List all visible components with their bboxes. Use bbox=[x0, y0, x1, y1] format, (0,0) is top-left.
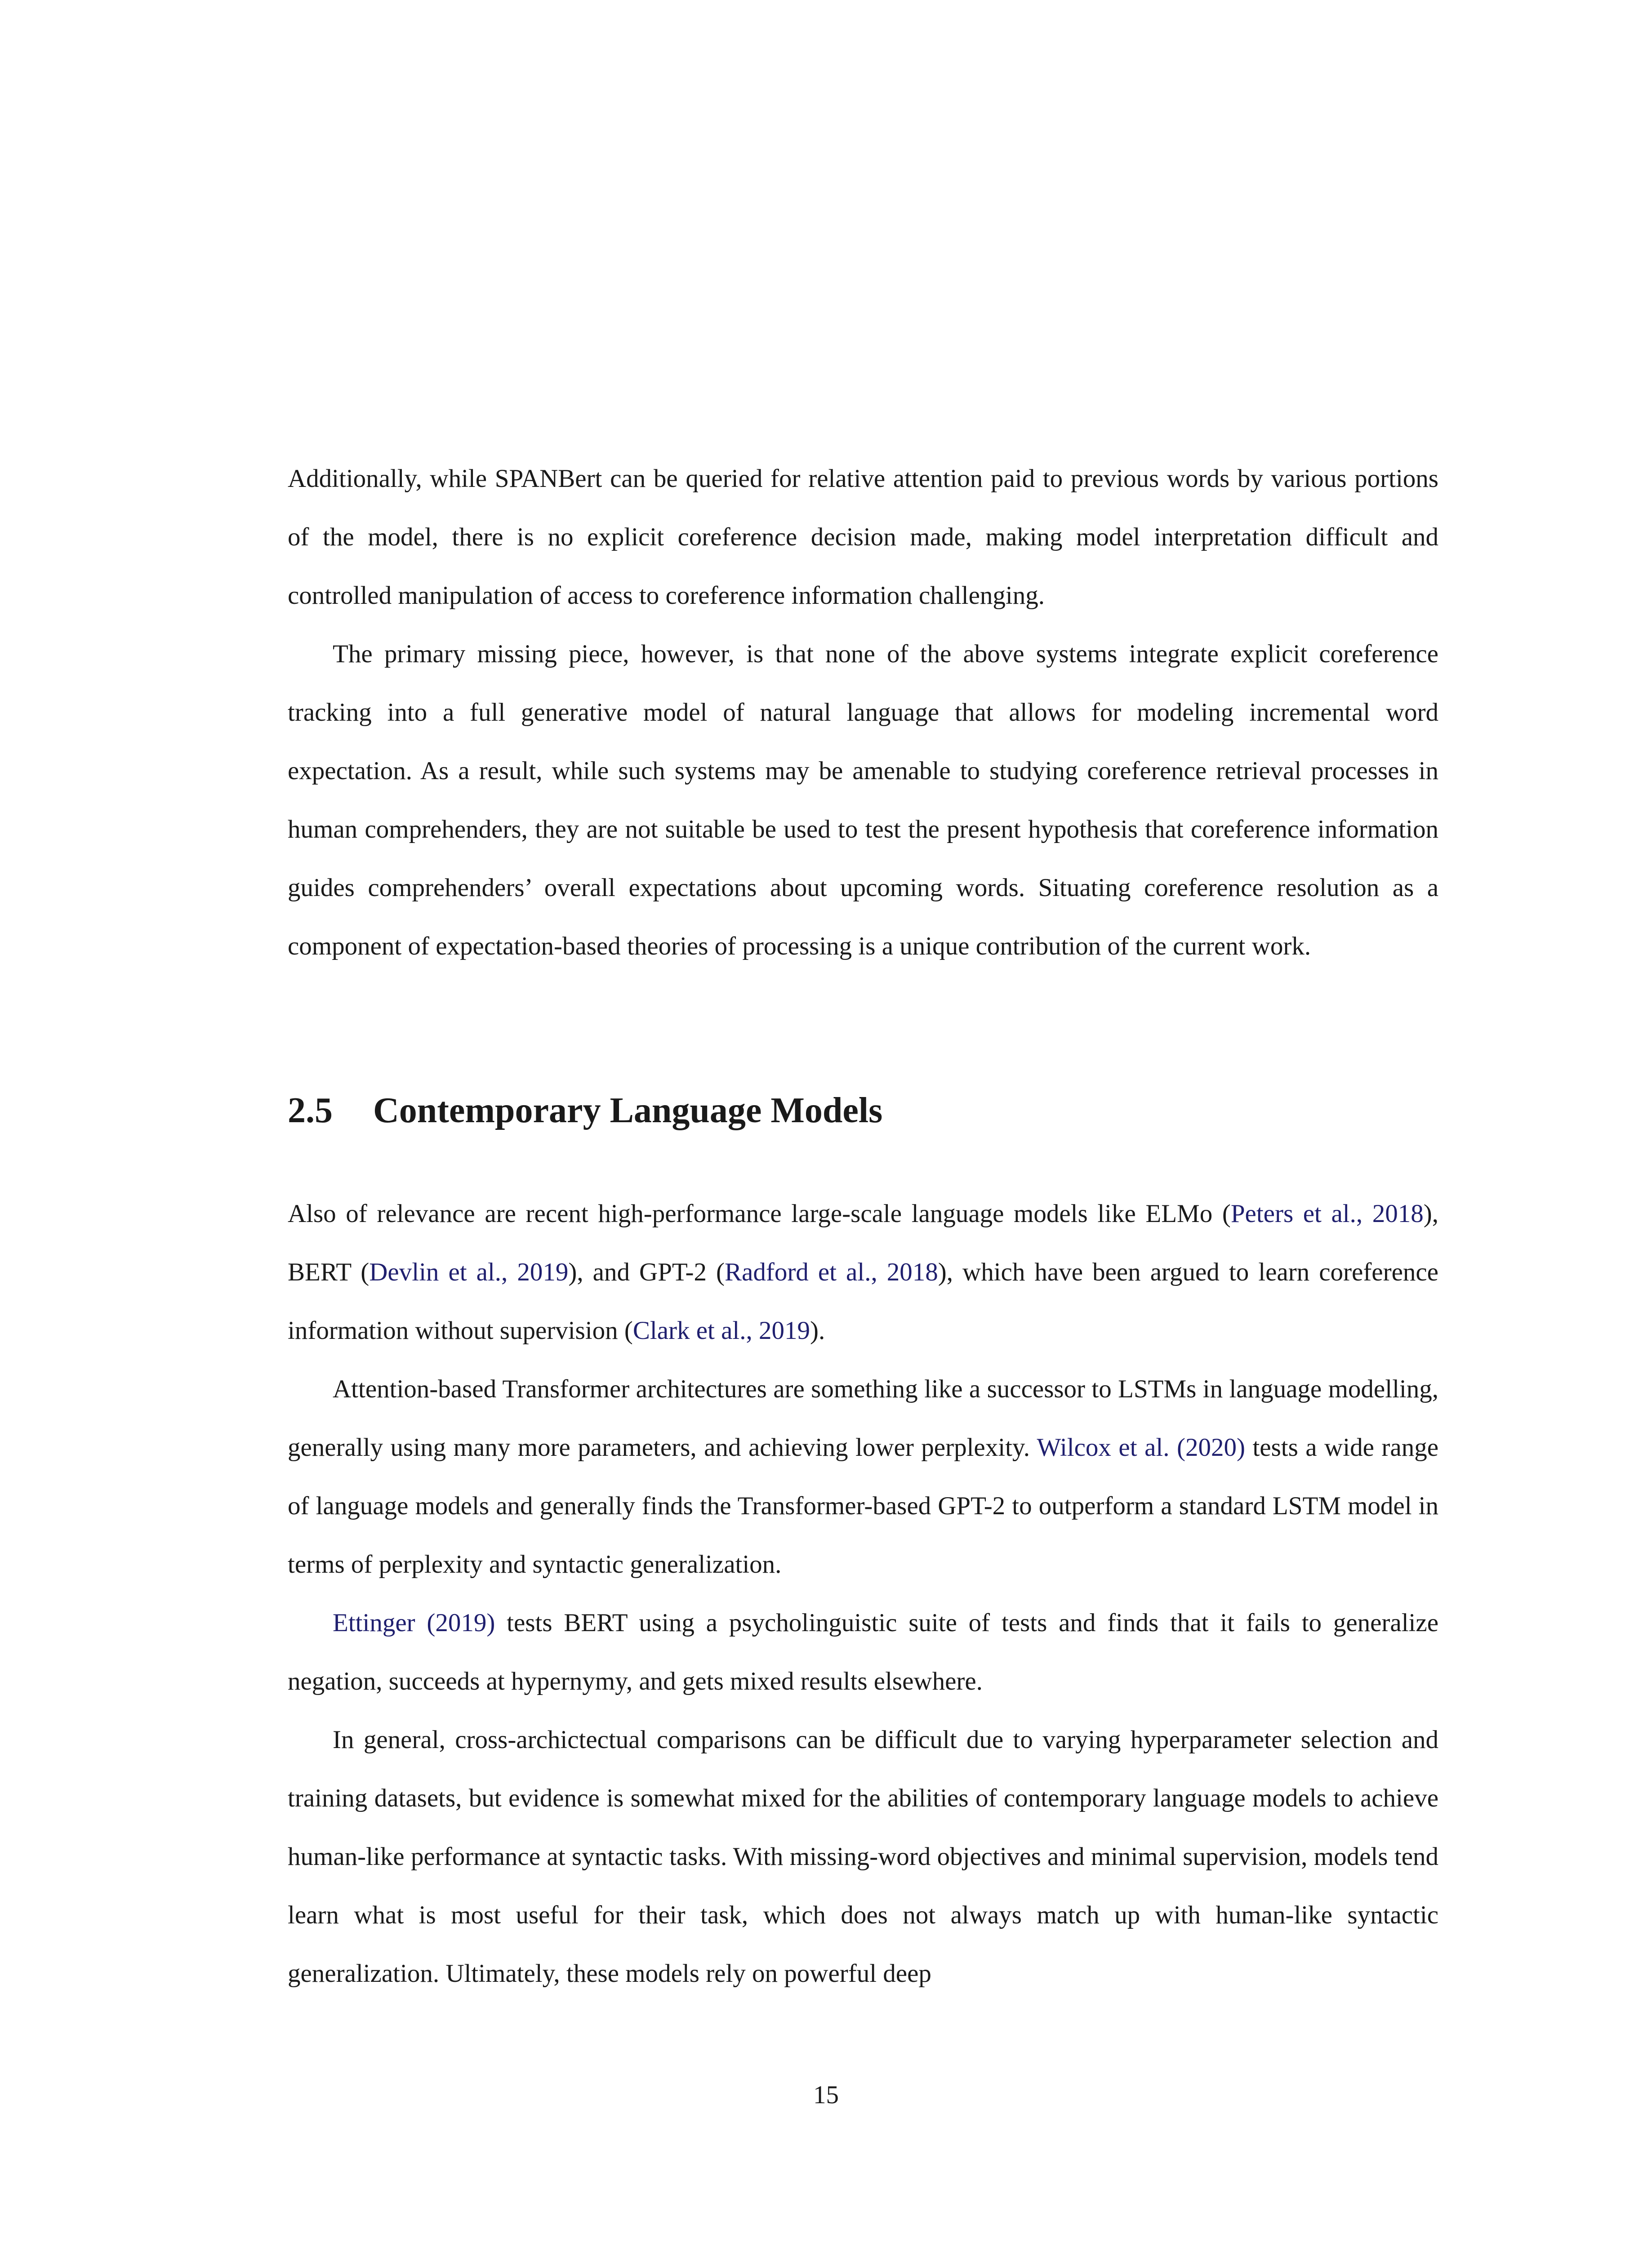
text-span: tests a wide range of language models and generally finds the Transformer-based GPT-2 to outperform a standard LSTM model in terms of perplexity and syntactic generalization. bbox=[288, 1433, 1438, 1579]
paragraph-missing-piece: The primary missing piece, however, is that none of the above systems integrate explicit coreference tracking into a full generative model of natural language that allows for modeling incremental word expectation. As a result, while such systems may be amenable to studying coreference retrieval processes in human comprehenders, they are not suitable be used to test the present hypothesis that coreference information guides comprehenders’ overall expectations about upcoming words. Situating coreference resolution as a component of expectation-based theories of processing is a unique contribution of the current work. bbox=[288, 640, 1438, 960]
citation-link-wilcox[interactable]: Wilcox et al. (2020) bbox=[1037, 1433, 1245, 1462]
citation-link-peters[interactable]: Peters et al., 2018 bbox=[1230, 1200, 1424, 1228]
intro-text-block bbox=[288, 450, 1438, 976]
section-text-block bbox=[288, 1185, 1438, 2003]
citation-link-ettinger[interactable]: Ettinger (2019) bbox=[333, 1609, 495, 1637]
section-number: 2.5 bbox=[288, 1091, 333, 1130]
citation-link-devlin[interactable]: Devlin et al., 2019 bbox=[369, 1258, 569, 1286]
citation-link-clark[interactable]: Clark et al., 2019 bbox=[632, 1316, 810, 1345]
text-span: ), BERT ( bbox=[288, 1200, 1438, 1286]
paragraph-language-models bbox=[288, 1185, 1438, 1360]
paragraph-ettinger bbox=[288, 1594, 1438, 1711]
text-span: ), and GPT-2 ( bbox=[568, 1258, 725, 1286]
page-number: 15 bbox=[813, 2081, 839, 2109]
text-span: ). bbox=[810, 1316, 825, 1345]
text-span: Also of relevance are recent high-performance large-scale language models like ELMo ( bbox=[288, 1200, 1231, 1228]
text-span: Attention-based Transformer architectures are something like a successor to LSTMs in language modelling, generally using many more parameters, and achieving lower perplexity. bbox=[288, 1375, 1438, 1462]
citation-link-radford[interactable]: Radford et al., 2018 bbox=[725, 1258, 938, 1286]
section-title: Contemporary Language Models bbox=[373, 1091, 883, 1130]
paragraph-comparisons: In general, cross-archictectual comparisons can be difficult due to varying hyperparameter selection and training datasets, but evidence is somewhat mixed for the abilities of contemporary language models to achieve human-like performance at syntactic tasks. With missing-word objectives and minimal supervision, models tend learn what is most useful for their task, which does not always match up with human-like syntactic generalization. Ultimately, these models rely on powerful deep bbox=[288, 1726, 1438, 1988]
section-heading bbox=[288, 1088, 1438, 1133]
text-span: tests BERT using a psycholinguistic suite of tests and finds that it fails to generalize negation, succeeds at hypernymy, and gets mixed results elsewhere. bbox=[288, 1609, 1438, 1695]
text-span: ), which have been argued to learn coreference information without supervision ( bbox=[288, 1258, 1438, 1345]
paragraph-transformers bbox=[288, 1360, 1438, 1594]
paragraph-spanbert-limitations: Additionally, while SPANBert can be queried for relative attention paid to previous words by various portions of the model, there is no explicit coreference decision made, making model interpretation difficult and controlled manipulation of access to coreference information challenging. bbox=[288, 464, 1438, 610]
